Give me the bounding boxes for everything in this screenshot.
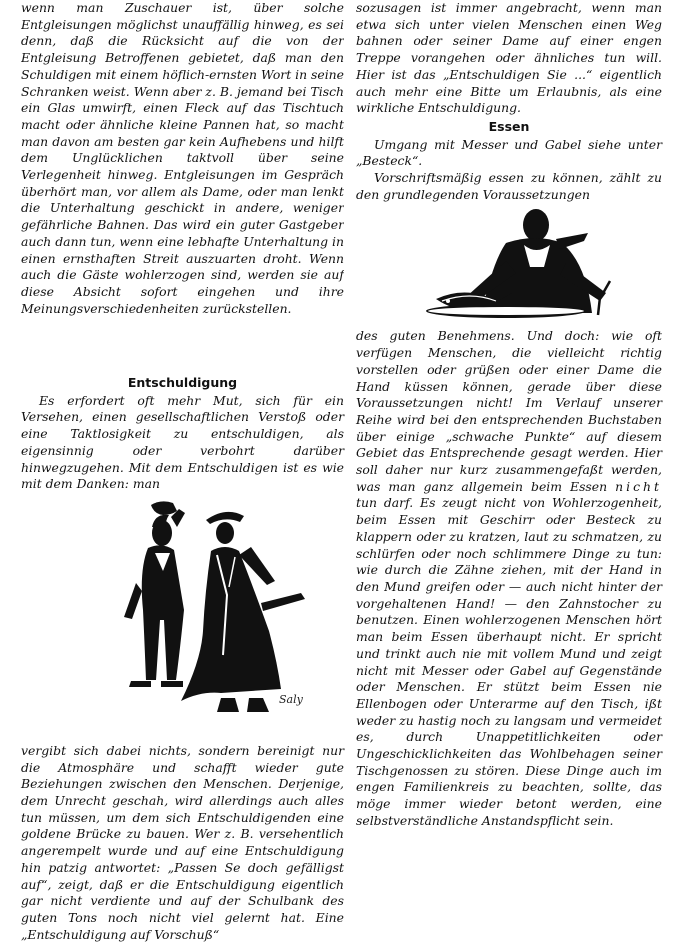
paragraph-entschuldigung-continued: vergibt sich dabei nichts, sondern bereinigt nur die Atmosphäre und schafft wieder gute Beziehungen zwischen den Menschen. Derjenige, dem Unrecht geschah, wird allerdings auch alles tun müssen, um dem sich Entschuldigenden eine goldene Brücke zu bauen. Wer z. B. versehentlich angerempelt wurde und auf eine Entschuldigung hin patzig antwortet: „Passen Se doch gefälligst auf“, zeigt, daß er die Entschuldigung eigentlich gar nicht verdiente und auf der Schulbank des guten Tons noch nicht viel gelernt hat. Eine „Entschuldigung auf Vorschuß“ [21,742,344,942]
paragraph-besteck-reference: Umgang mit Messer und Gabel siehe unter „Besteck“. [356,136,662,169]
section-heading-entschuldigung: Entschuldigung [127,375,238,390]
paragraph-essen-main: des guten Benehmens. Und doch: wie oft verfügen Menschen, die vielleicht richtig vorstellen oder grüßen oder einer Dame die Hand küssen können, gerade über diese Voraussetzungen nicht! Im Verlauf unserer Reihe wird bei den entsprechenden Buchstaben über einige „schwache Punkte“ auf diesem Gebiet das Entsprechende gesagt werden. Hier soll daher nur kurz zusammengefaßt werden, was man ganz allgemein beim Essen nicht tun darf. Es zeugt nicht von Wohlerzogenheit, beim Essen mit Geschirr oder Besteck zu klappern oder zu kratzen, laut zu schmatzen, zu schlürfen oder noch schlimmere Dinge zu tun: wie durch die Zähne ziehen, mit der Hand in den Mund greifen oder — auch nicht hinter der vorgehaltenen Hand! — den Zahnstocher zu benutzen. Einen wohlerzogenen Menschen hört man beim Essen überhaupt nicht. Er spricht und trinkt auch nie mit vollem Mund und zeigt nicht mit Messer oder Gabel auf Gegenstände oder Menschen. Er stützt beim Essen nie Ellenbogen oder Unterarme auf den Tisch, ißt weder zu hastig noch zu langsam und vermeidet es, durch Unappetitlichkeiten oder Ungeschicklichkeiten das Wohlbehagen seiner Tischgenossen zu stören. Diese Dinge auch im engen Familienkreis zu beachten, sollte, das möge immer wieder betont werden, eine selbstverständliche Anstandspflicht sein. [356,328,662,828]
section-heading-essen: Essen [488,118,530,134]
paragraph-continued: wenn man Zuschauer ist, über solche Entgleisungen möglichst unauffällig hinweg, es sei denn, daß die Rücksicht auf die von der Entgleisung Betroffenen gebietet, daß man den Schuldigen mit einem höflich-ernsten Wort in seine Schranken weist. Wenn aber z. B. jemand bei Tisch ein Glas umwirft, einen Fleck auf das Tischtuch macht oder ähnliche kleine Pannen hat, so macht man davon am besten gar kein Aufhebens und hilft dem Unglücklichen taktvoll über seine Verlegenheit hinweg. Entgleisungen im Gespräch überhört man, vor allem als Dame, oder man lenkt die Unterhaltung geschickt in andere, weniger gefährliche Bahnen. Das wird ein guter Gastgeber auch dann tun, wenn eine lebhafte Unterhaltung in einen ernsthaften Streit auszuarten droht. Wenn auch die Gäste wohlerzogen sind, werden sie auf diese Absicht sofort eingehen und ihre Meinungsverschiedenheiten zurückstellen. [21,0,344,316]
man-eating-fish-illustration [356,203,662,328]
emphasis-nicht: nicht [615,478,662,494]
left-column [21,0,344,943]
paragraph-entschuldigung-intro: Es erfordert oft mehr Mut, sich für ein Versehen, einen gesellschaftlichen Verstoß oder eine Taktlosigkeit zu entschuldigen, als eigensinnig oder verbohrt darüber hinwegzugehen. Mit dem Entschuldigen ist es wie mit dem Danken: man [21,392,344,492]
artist-signature: Saly [279,692,303,706]
right-column [356,0,662,830]
paragraph-essen-intro: Vorschriftsmäßig essen zu können, zählt zu den grundlegenden Voraussetzungen [356,170,662,202]
two-people-bumping-illustration [21,493,344,743]
paragraph-vorschuss-continued: sozusagen ist immer angebracht, wenn man etwa sich unter vielen Menschen einen Weg bahnen oder seiner Dame auf einer engen Treppe vorangehen oder ähnliches tun will. Hier ist das „Entschuldigen Sie ...“ eigentlich auch mehr eine Bitte um Erlaubnis, als eine wirkliche Entschuldigung. [356,0,662,116]
